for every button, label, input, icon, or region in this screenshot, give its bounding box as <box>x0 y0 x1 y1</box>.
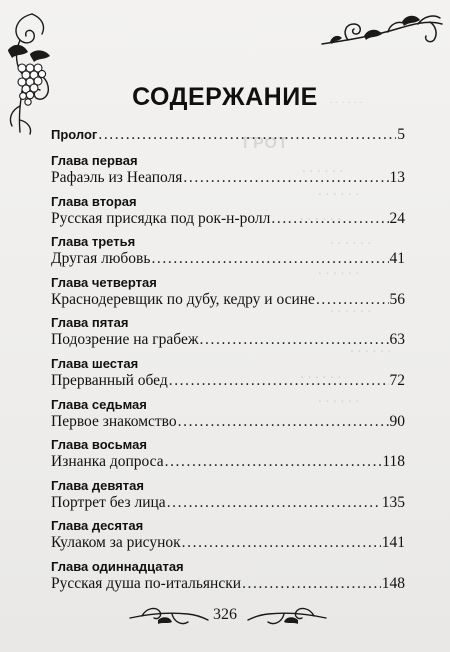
toc-entry <box>51 437 405 478</box>
dot-leader <box>182 534 381 552</box>
dot-leader <box>271 210 388 228</box>
prologue-page: 5 <box>397 126 405 143</box>
chapter-page: 148 <box>381 574 405 592</box>
chapter-number: Глава шестая <box>51 355 139 371</box>
chapter-number: Глава третья <box>51 234 136 250</box>
toc-entry <box>51 397 405 438</box>
chapter-page: 63 <box>389 331 405 349</box>
chapter-page: 24 <box>389 209 405 227</box>
chapter-number: Глава восьмая <box>51 437 147 453</box>
toc-line <box>51 413 405 432</box>
toc-line <box>51 494 405 513</box>
toc-entry <box>51 275 405 316</box>
dot-leader <box>151 250 388 268</box>
chapter-page: 13 <box>389 169 405 186</box>
dot-leader <box>178 413 389 431</box>
toc-entry <box>51 559 405 599</box>
chapter-page: 118 <box>382 453 405 471</box>
dot-leader <box>183 169 388 187</box>
chapter-number: Глава одиннадцатая <box>51 558 184 574</box>
dot-leader <box>316 291 389 309</box>
chapter-page: 141 <box>381 534 405 552</box>
chapter-title: Прерванный обед <box>51 371 168 389</box>
chapter-page: 72 <box>389 371 405 389</box>
chapter-title: Изнанка допроса <box>51 453 164 471</box>
chapter-title: Краснодеревщик по дубу, кедру и осине <box>51 290 315 308</box>
chapter-title: Подозрение на грабеж <box>51 331 199 349</box>
toc-line <box>51 372 405 391</box>
show-through-text: ГРОТ . . . . . . . . . . . . . . . . . . . . . . . . . . . . . . . . . . . . . . . . . . . . . . . . . . . . . . . . . . . . <box>243 92 392 406</box>
toc-entry-prologue <box>51 126 405 153</box>
page-number: 326 <box>213 606 237 623</box>
chapter-title: Рафаэль из Неаполя <box>51 169 183 186</box>
prologue-label: Пролог <box>51 127 98 142</box>
chapter-number: Глава пятая <box>51 315 129 331</box>
toc-line <box>51 331 405 350</box>
toc-line <box>51 126 405 145</box>
chapter-page: 56 <box>389 290 405 308</box>
chapter-title: Другая любовь <box>51 250 151 268</box>
toc-line <box>51 210 405 229</box>
chapter-number: Глава первая <box>51 153 138 168</box>
table-of-contents <box>51 126 405 599</box>
chapter-page: 41 <box>389 250 405 268</box>
vine-swirl-ornament <box>318 10 448 54</box>
grape-vine-ornament <box>2 10 62 140</box>
dot-leader <box>169 372 389 390</box>
toc-line <box>51 575 405 594</box>
toc-entry <box>51 518 405 559</box>
toc-line <box>51 250 405 269</box>
chapter-title: Русская душа по-итальянски <box>51 574 242 592</box>
toc-entry <box>51 194 405 235</box>
dot-leader <box>200 331 389 349</box>
chapter-number: Глава девятая <box>51 477 144 493</box>
toc-line <box>51 169 405 188</box>
chapter-page: 135 <box>381 493 405 511</box>
chapter-number: Глава десятая <box>51 518 144 534</box>
toc-entry <box>51 356 405 397</box>
chapter-number: Глава вторая <box>51 193 137 209</box>
chapter-page: 90 <box>389 412 405 430</box>
toc-entry <box>51 153 405 194</box>
chapter-title: Портрет без лица <box>51 493 166 511</box>
dot-leader <box>242 575 381 593</box>
chapter-title: Первое знакомство <box>51 412 177 430</box>
page-title: СОДЕРЖАНИЕ <box>132 82 318 111</box>
chapter-number: Глава четвертая <box>51 274 157 290</box>
dot-leader <box>165 453 382 471</box>
toc-entry <box>51 315 405 356</box>
toc-entry <box>51 478 405 519</box>
toc-line <box>51 453 405 472</box>
dot-leader <box>98 126 396 144</box>
dot-leader <box>167 494 381 512</box>
toc-line <box>51 534 405 553</box>
chapter-title: Русская присядка под рок-н-ролл <box>51 209 271 227</box>
chapter-title: Кулаком за рисунок <box>51 534 181 552</box>
toc-line <box>51 291 405 310</box>
chapter-number: Глава седьмая <box>51 396 147 412</box>
toc-entry <box>51 234 405 275</box>
